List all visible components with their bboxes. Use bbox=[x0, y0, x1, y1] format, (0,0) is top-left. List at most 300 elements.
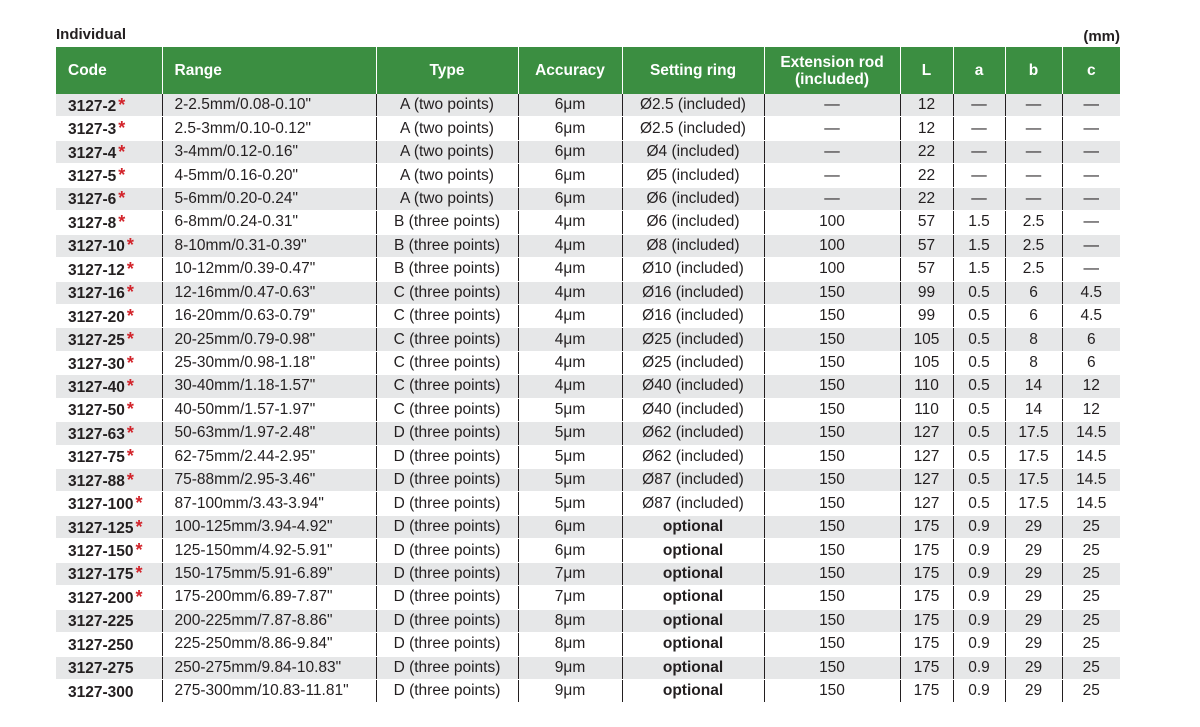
cell-l: 22 bbox=[900, 140, 953, 163]
code-text: 3127-225 bbox=[68, 613, 134, 631]
cell-c: 25 bbox=[1062, 609, 1120, 632]
cell-type: A (two points) bbox=[376, 117, 518, 140]
cell-setting-ring: optional bbox=[622, 679, 764, 702]
table-row bbox=[56, 422, 1120, 445]
cell-b: 14 bbox=[1005, 375, 1062, 398]
cell-c: 25 bbox=[1062, 515, 1120, 538]
cell-extension-rod: 150 bbox=[764, 469, 900, 492]
cell-l: 12 bbox=[900, 94, 953, 117]
cell-range: 40-50mm/1.57-1.97" bbox=[162, 398, 376, 421]
cell-c: 6 bbox=[1062, 328, 1120, 351]
cell-code bbox=[56, 117, 162, 140]
cell-b: — bbox=[1005, 140, 1062, 163]
cell-type: A (two points) bbox=[376, 187, 518, 210]
table-row bbox=[56, 539, 1120, 562]
code-text: 3127-63 bbox=[68, 425, 125, 443]
cell-extension-rod: 150 bbox=[764, 375, 900, 398]
cell-range: 10-12mm/0.39-0.47" bbox=[162, 258, 376, 281]
cell-b: — bbox=[1005, 164, 1062, 187]
cell-range: 175-200mm/6.89-7.87" bbox=[162, 586, 376, 609]
cell-setting-ring: Ø5 (included) bbox=[622, 164, 764, 187]
asterisk-mark: * bbox=[135, 493, 143, 514]
table-row bbox=[56, 679, 1120, 702]
header-row bbox=[56, 47, 1120, 94]
cell-code bbox=[56, 398, 162, 421]
table-row bbox=[56, 562, 1120, 585]
cell-extension-rod: 150 bbox=[764, 422, 900, 445]
header-extension-rod: Extension rod (included) bbox=[764, 47, 900, 94]
code-text: 3127-10 bbox=[68, 238, 125, 256]
table-row bbox=[56, 656, 1120, 679]
cell-extension-rod: 150 bbox=[764, 679, 900, 702]
asterisk-mark: * bbox=[135, 516, 143, 537]
cell-a: 0.9 bbox=[953, 539, 1005, 562]
cell-range: 125-150mm/4.92-5.91" bbox=[162, 539, 376, 562]
cell-l: 105 bbox=[900, 351, 953, 374]
code-text: 3127-200 bbox=[68, 589, 134, 607]
cell-a: 1.5 bbox=[953, 234, 1005, 257]
cell-code bbox=[56, 492, 162, 515]
cell-a: 1.5 bbox=[953, 258, 1005, 281]
cell-accuracy: 6μm bbox=[518, 164, 622, 187]
cell-l: 175 bbox=[900, 656, 953, 679]
cell-c: 25 bbox=[1062, 586, 1120, 609]
cell-type: D (three points) bbox=[376, 492, 518, 515]
cell-a: 0.9 bbox=[953, 586, 1005, 609]
asterisk-mark: * bbox=[126, 469, 134, 490]
cell-c: — bbox=[1062, 140, 1120, 163]
cell-c: — bbox=[1062, 234, 1120, 257]
header-a: a bbox=[953, 47, 1005, 94]
table-row bbox=[56, 164, 1120, 187]
cell-setting-ring: Ø25 (included) bbox=[622, 328, 764, 351]
cell-c: — bbox=[1062, 164, 1120, 187]
cell-b: 17.5 bbox=[1005, 469, 1062, 492]
asterisk-mark: * bbox=[126, 329, 134, 350]
cell-accuracy: 5μm bbox=[518, 469, 622, 492]
asterisk-mark: * bbox=[126, 399, 134, 420]
asterisk-mark: * bbox=[135, 563, 143, 584]
cell-a: — bbox=[953, 187, 1005, 210]
asterisk-mark: * bbox=[126, 422, 134, 443]
cell-code bbox=[56, 375, 162, 398]
code-text: 3127-300 bbox=[68, 683, 134, 701]
cell-l: 175 bbox=[900, 586, 953, 609]
cell-a: 0.9 bbox=[953, 656, 1005, 679]
cell-type: D (three points) bbox=[376, 445, 518, 468]
cell-b: 8 bbox=[1005, 328, 1062, 351]
cell-extension-rod: 150 bbox=[764, 633, 900, 656]
cell-setting-ring: Ø6 (included) bbox=[622, 187, 764, 210]
cell-setting-ring: optional bbox=[622, 586, 764, 609]
cell-a: 0.5 bbox=[953, 469, 1005, 492]
asterisk-mark: * bbox=[126, 375, 134, 396]
code-text: 3127-3 bbox=[68, 121, 117, 139]
asterisk-mark: * bbox=[135, 586, 143, 607]
cell-l: 99 bbox=[900, 281, 953, 304]
cell-extension-rod: 150 bbox=[764, 445, 900, 468]
cell-code bbox=[56, 422, 162, 445]
cell-type: D (three points) bbox=[376, 469, 518, 492]
code-text: 3127-50 bbox=[68, 402, 125, 420]
cell-extension-rod: 100 bbox=[764, 211, 900, 234]
cell-accuracy: 8μm bbox=[518, 609, 622, 632]
cell-extension-rod: 150 bbox=[764, 539, 900, 562]
cell-type: D (three points) bbox=[376, 679, 518, 702]
table-row bbox=[56, 609, 1120, 632]
cell-type: C (three points) bbox=[376, 351, 518, 374]
cell-code bbox=[56, 469, 162, 492]
cell-extension-rod: — bbox=[764, 140, 900, 163]
cell-setting-ring: Ø6 (included) bbox=[622, 211, 764, 234]
cell-b: 29 bbox=[1005, 679, 1062, 702]
cell-type: A (two points) bbox=[376, 140, 518, 163]
cell-a: — bbox=[953, 94, 1005, 117]
cell-accuracy: 4μm bbox=[518, 375, 622, 398]
cell-type: C (three points) bbox=[376, 281, 518, 304]
cell-b: 29 bbox=[1005, 515, 1062, 538]
cell-accuracy: 4μm bbox=[518, 234, 622, 257]
cell-range: 20-25mm/0.79-0.98" bbox=[162, 328, 376, 351]
cell-accuracy: 6μm bbox=[518, 94, 622, 117]
cell-code bbox=[56, 94, 162, 117]
asterisk-mark: * bbox=[126, 235, 134, 256]
code-text: 3127-20 bbox=[68, 308, 125, 326]
asterisk-mark: * bbox=[126, 305, 134, 326]
cell-a: 0.9 bbox=[953, 609, 1005, 632]
code-text: 3127-100 bbox=[68, 496, 134, 514]
cell-range: 4-5mm/0.16-0.20" bbox=[162, 164, 376, 187]
cell-c: 25 bbox=[1062, 656, 1120, 679]
cell-l: 127 bbox=[900, 445, 953, 468]
asterisk-mark: * bbox=[135, 540, 143, 561]
cell-extension-rod: 150 bbox=[764, 562, 900, 585]
cell-b: 2.5 bbox=[1005, 234, 1062, 257]
cell-l: 127 bbox=[900, 422, 953, 445]
cell-l: 57 bbox=[900, 234, 953, 257]
cell-type: C (three points) bbox=[376, 304, 518, 327]
cell-b: 17.5 bbox=[1005, 492, 1062, 515]
cell-range: 6-8mm/0.24-0.31" bbox=[162, 211, 376, 234]
cell-setting-ring: Ø2.5 (included) bbox=[622, 117, 764, 140]
cell-b: 29 bbox=[1005, 656, 1062, 679]
cell-range: 225-250mm/8.86-9.84" bbox=[162, 633, 376, 656]
cell-code bbox=[56, 187, 162, 210]
code-text: 3127-2 bbox=[68, 97, 117, 115]
cell-extension-rod: 150 bbox=[764, 351, 900, 374]
cell-setting-ring: Ø62 (included) bbox=[622, 422, 764, 445]
cell-l: 57 bbox=[900, 258, 953, 281]
cell-c: 14.5 bbox=[1062, 469, 1120, 492]
cell-accuracy: 7μm bbox=[518, 562, 622, 585]
cell-setting-ring: Ø87 (included) bbox=[622, 469, 764, 492]
cell-extension-rod: 100 bbox=[764, 234, 900, 257]
cell-l: 127 bbox=[900, 492, 953, 515]
asterisk-mark: * bbox=[118, 94, 126, 115]
cell-range: 87-100mm/3.43-3.94" bbox=[162, 492, 376, 515]
cell-accuracy: 6μm bbox=[518, 515, 622, 538]
cell-range: 30-40mm/1.18-1.57" bbox=[162, 375, 376, 398]
cell-c: 6 bbox=[1062, 351, 1120, 374]
cell-extension-rod: 150 bbox=[764, 586, 900, 609]
asterisk-mark: * bbox=[126, 258, 134, 279]
table-row bbox=[56, 94, 1120, 117]
cell-accuracy: 5μm bbox=[518, 422, 622, 445]
cell-accuracy: 5μm bbox=[518, 492, 622, 515]
header-range: Range bbox=[162, 47, 376, 94]
cell-a: 0.5 bbox=[953, 351, 1005, 374]
cell-extension-rod: 150 bbox=[764, 281, 900, 304]
asterisk-mark: * bbox=[118, 211, 126, 232]
code-text: 3127-12 bbox=[68, 261, 125, 279]
cell-c: 4.5 bbox=[1062, 281, 1120, 304]
cell-range: 16-20mm/0.63-0.79" bbox=[162, 304, 376, 327]
cell-range: 12-16mm/0.47-0.63" bbox=[162, 281, 376, 304]
cell-code bbox=[56, 633, 162, 656]
code-text: 3127-6 bbox=[68, 191, 117, 209]
cell-c: — bbox=[1062, 117, 1120, 140]
cell-setting-ring: Ø8 (included) bbox=[622, 234, 764, 257]
code-text: 3127-88 bbox=[68, 472, 125, 490]
cell-type: D (three points) bbox=[376, 586, 518, 609]
table-row bbox=[56, 351, 1120, 374]
cell-accuracy: 4μm bbox=[518, 258, 622, 281]
header-b: b bbox=[1005, 47, 1062, 94]
table-row bbox=[56, 328, 1120, 351]
cell-c: — bbox=[1062, 211, 1120, 234]
cell-accuracy: 9μm bbox=[518, 656, 622, 679]
asterisk-mark: * bbox=[118, 118, 126, 139]
cell-extension-rod: 100 bbox=[764, 258, 900, 281]
cell-b: — bbox=[1005, 94, 1062, 117]
cell-a: 0.5 bbox=[953, 445, 1005, 468]
cell-c: 25 bbox=[1062, 679, 1120, 702]
asterisk-mark: * bbox=[126, 446, 134, 467]
cell-c: 14.5 bbox=[1062, 422, 1120, 445]
header-type: Type bbox=[376, 47, 518, 94]
cell-accuracy: 4μm bbox=[518, 211, 622, 234]
code-text: 3127-275 bbox=[68, 660, 134, 678]
cell-extension-rod: — bbox=[764, 117, 900, 140]
header-c: c bbox=[1062, 47, 1120, 94]
code-text: 3127-40 bbox=[68, 378, 125, 396]
cell-b: 17.5 bbox=[1005, 445, 1062, 468]
cell-accuracy: 5μm bbox=[518, 398, 622, 421]
cell-b: — bbox=[1005, 187, 1062, 210]
cell-extension-rod: — bbox=[764, 94, 900, 117]
cell-c: 25 bbox=[1062, 539, 1120, 562]
cell-type: A (two points) bbox=[376, 94, 518, 117]
cell-b: 6 bbox=[1005, 304, 1062, 327]
cell-l: 127 bbox=[900, 469, 953, 492]
cell-range: 150-175mm/5.91-6.89" bbox=[162, 562, 376, 585]
cell-type: D (three points) bbox=[376, 515, 518, 538]
cell-l: 110 bbox=[900, 375, 953, 398]
cell-range: 5-6mm/0.20-0.24" bbox=[162, 187, 376, 210]
cell-extension-rod: 150 bbox=[764, 304, 900, 327]
cell-b: 6 bbox=[1005, 281, 1062, 304]
cell-range: 100-125mm/3.94-4.92" bbox=[162, 515, 376, 538]
code-text: 3127-4 bbox=[68, 144, 117, 162]
cell-code bbox=[56, 234, 162, 257]
cell-type: D (three points) bbox=[376, 656, 518, 679]
cell-c: — bbox=[1062, 258, 1120, 281]
cell-accuracy: 6μm bbox=[518, 140, 622, 163]
cell-extension-rod: 150 bbox=[764, 398, 900, 421]
cell-accuracy: 6μm bbox=[518, 117, 622, 140]
cell-extension-rod: 150 bbox=[764, 656, 900, 679]
cell-b: 29 bbox=[1005, 609, 1062, 632]
code-text: 3127-8 bbox=[68, 214, 117, 232]
table-row bbox=[56, 234, 1120, 257]
table-row bbox=[56, 445, 1120, 468]
cell-a: 0.5 bbox=[953, 398, 1005, 421]
cell-l: 175 bbox=[900, 633, 953, 656]
cell-code bbox=[56, 445, 162, 468]
cell-range: 275-300mm/10.83-11.81" bbox=[162, 679, 376, 702]
cell-code bbox=[56, 656, 162, 679]
code-text: 3127-150 bbox=[68, 543, 134, 561]
asterisk-mark: * bbox=[118, 141, 126, 162]
table-row bbox=[56, 140, 1120, 163]
code-text: 3127-30 bbox=[68, 355, 125, 373]
cell-accuracy: 6μm bbox=[518, 539, 622, 562]
cell-code bbox=[56, 562, 162, 585]
cell-a: 0.5 bbox=[953, 492, 1005, 515]
cell-a: 0.9 bbox=[953, 633, 1005, 656]
cell-code bbox=[56, 281, 162, 304]
cell-code bbox=[56, 609, 162, 632]
cell-setting-ring: Ø4 (included) bbox=[622, 140, 764, 163]
cell-setting-ring: Ø87 (included) bbox=[622, 492, 764, 515]
cell-type: D (three points) bbox=[376, 633, 518, 656]
cell-setting-ring: optional bbox=[622, 633, 764, 656]
cell-l: 99 bbox=[900, 304, 953, 327]
cell-setting-ring: Ø2.5 (included) bbox=[622, 94, 764, 117]
cell-code bbox=[56, 164, 162, 187]
code-text: 3127-250 bbox=[68, 636, 134, 654]
cell-setting-ring: Ø16 (included) bbox=[622, 281, 764, 304]
table-row bbox=[56, 586, 1120, 609]
table-row bbox=[56, 211, 1120, 234]
asterisk-mark: * bbox=[126, 282, 134, 303]
cell-extension-rod: — bbox=[764, 164, 900, 187]
cell-accuracy: 7μm bbox=[518, 586, 622, 609]
cell-a: — bbox=[953, 140, 1005, 163]
table-row bbox=[56, 117, 1120, 140]
cell-code bbox=[56, 539, 162, 562]
header-accuracy: Accuracy bbox=[518, 47, 622, 94]
cell-range: 62-75mm/2.44-2.95" bbox=[162, 445, 376, 468]
cell-code bbox=[56, 679, 162, 702]
cell-c: 14.5 bbox=[1062, 492, 1120, 515]
cell-l: 175 bbox=[900, 515, 953, 538]
cell-setting-ring: optional bbox=[622, 656, 764, 679]
cell-a: — bbox=[953, 164, 1005, 187]
cell-c: 25 bbox=[1062, 562, 1120, 585]
cell-type: B (three points) bbox=[376, 234, 518, 257]
code-text: 3127-75 bbox=[68, 449, 125, 467]
cell-accuracy: 4μm bbox=[518, 304, 622, 327]
cell-l: 57 bbox=[900, 211, 953, 234]
cell-type: A (two points) bbox=[376, 164, 518, 187]
cell-c: 14.5 bbox=[1062, 445, 1120, 468]
table-body bbox=[56, 94, 1120, 703]
code-text: 3127-5 bbox=[68, 168, 117, 186]
cell-accuracy: 6μm bbox=[518, 187, 622, 210]
cell-range: 2.5-3mm/0.10-0.12" bbox=[162, 117, 376, 140]
table-row bbox=[56, 281, 1120, 304]
asterisk-mark: * bbox=[118, 165, 126, 186]
cell-b: 29 bbox=[1005, 562, 1062, 585]
table-row bbox=[56, 258, 1120, 281]
cell-range: 3-4mm/0.12-0.16" bbox=[162, 140, 376, 163]
cell-a: 0.9 bbox=[953, 562, 1005, 585]
cell-range: 2-2.5mm/0.08-0.10" bbox=[162, 94, 376, 117]
table-title: Individual bbox=[56, 26, 127, 43]
cell-code bbox=[56, 351, 162, 374]
cell-type: D (three points) bbox=[376, 562, 518, 585]
cell-setting-ring: Ø62 (included) bbox=[622, 445, 764, 468]
header-code: Code bbox=[56, 47, 162, 94]
cell-b: 29 bbox=[1005, 586, 1062, 609]
spec-table bbox=[56, 47, 1120, 703]
code-text: 3127-125 bbox=[68, 519, 134, 537]
cell-l: 175 bbox=[900, 609, 953, 632]
cell-c: 25 bbox=[1062, 633, 1120, 656]
cell-code bbox=[56, 586, 162, 609]
cell-l: 110 bbox=[900, 398, 953, 421]
cell-setting-ring: Ø16 (included) bbox=[622, 304, 764, 327]
cell-extension-rod: 150 bbox=[764, 328, 900, 351]
cell-b: 29 bbox=[1005, 539, 1062, 562]
cell-accuracy: 5μm bbox=[518, 445, 622, 468]
cell-range: 50-63mm/1.97-2.48" bbox=[162, 422, 376, 445]
cell-setting-ring: optional bbox=[622, 515, 764, 538]
cell-type: C (three points) bbox=[376, 328, 518, 351]
cell-range: 25-30mm/0.98-1.18" bbox=[162, 351, 376, 374]
cell-setting-ring: optional bbox=[622, 539, 764, 562]
cell-code bbox=[56, 140, 162, 163]
cell-l: 22 bbox=[900, 164, 953, 187]
cell-a: 0.5 bbox=[953, 304, 1005, 327]
cell-extension-rod: 150 bbox=[764, 492, 900, 515]
cell-c: 12 bbox=[1062, 375, 1120, 398]
cell-c: 12 bbox=[1062, 398, 1120, 421]
cell-c: — bbox=[1062, 94, 1120, 117]
unit-label: (mm) bbox=[1083, 28, 1120, 45]
cell-l: 12 bbox=[900, 117, 953, 140]
cell-c: 4.5 bbox=[1062, 304, 1120, 327]
cell-range: 200-225mm/7.87-8.86" bbox=[162, 609, 376, 632]
code-text: 3127-25 bbox=[68, 332, 125, 350]
cell-a: 0.5 bbox=[953, 281, 1005, 304]
cell-b: 8 bbox=[1005, 351, 1062, 374]
cell-b: 14 bbox=[1005, 398, 1062, 421]
header-l: L bbox=[900, 47, 953, 94]
cell-type: B (three points) bbox=[376, 211, 518, 234]
cell-a: 0.5 bbox=[953, 422, 1005, 445]
cell-l: 175 bbox=[900, 679, 953, 702]
cell-b: 17.5 bbox=[1005, 422, 1062, 445]
header-setting-ring: Setting ring bbox=[622, 47, 764, 94]
cell-type: B (three points) bbox=[376, 258, 518, 281]
cell-a: 0.5 bbox=[953, 328, 1005, 351]
cell-type: D (three points) bbox=[376, 422, 518, 445]
cell-a: — bbox=[953, 117, 1005, 140]
table-row bbox=[56, 633, 1120, 656]
cell-b: — bbox=[1005, 117, 1062, 140]
